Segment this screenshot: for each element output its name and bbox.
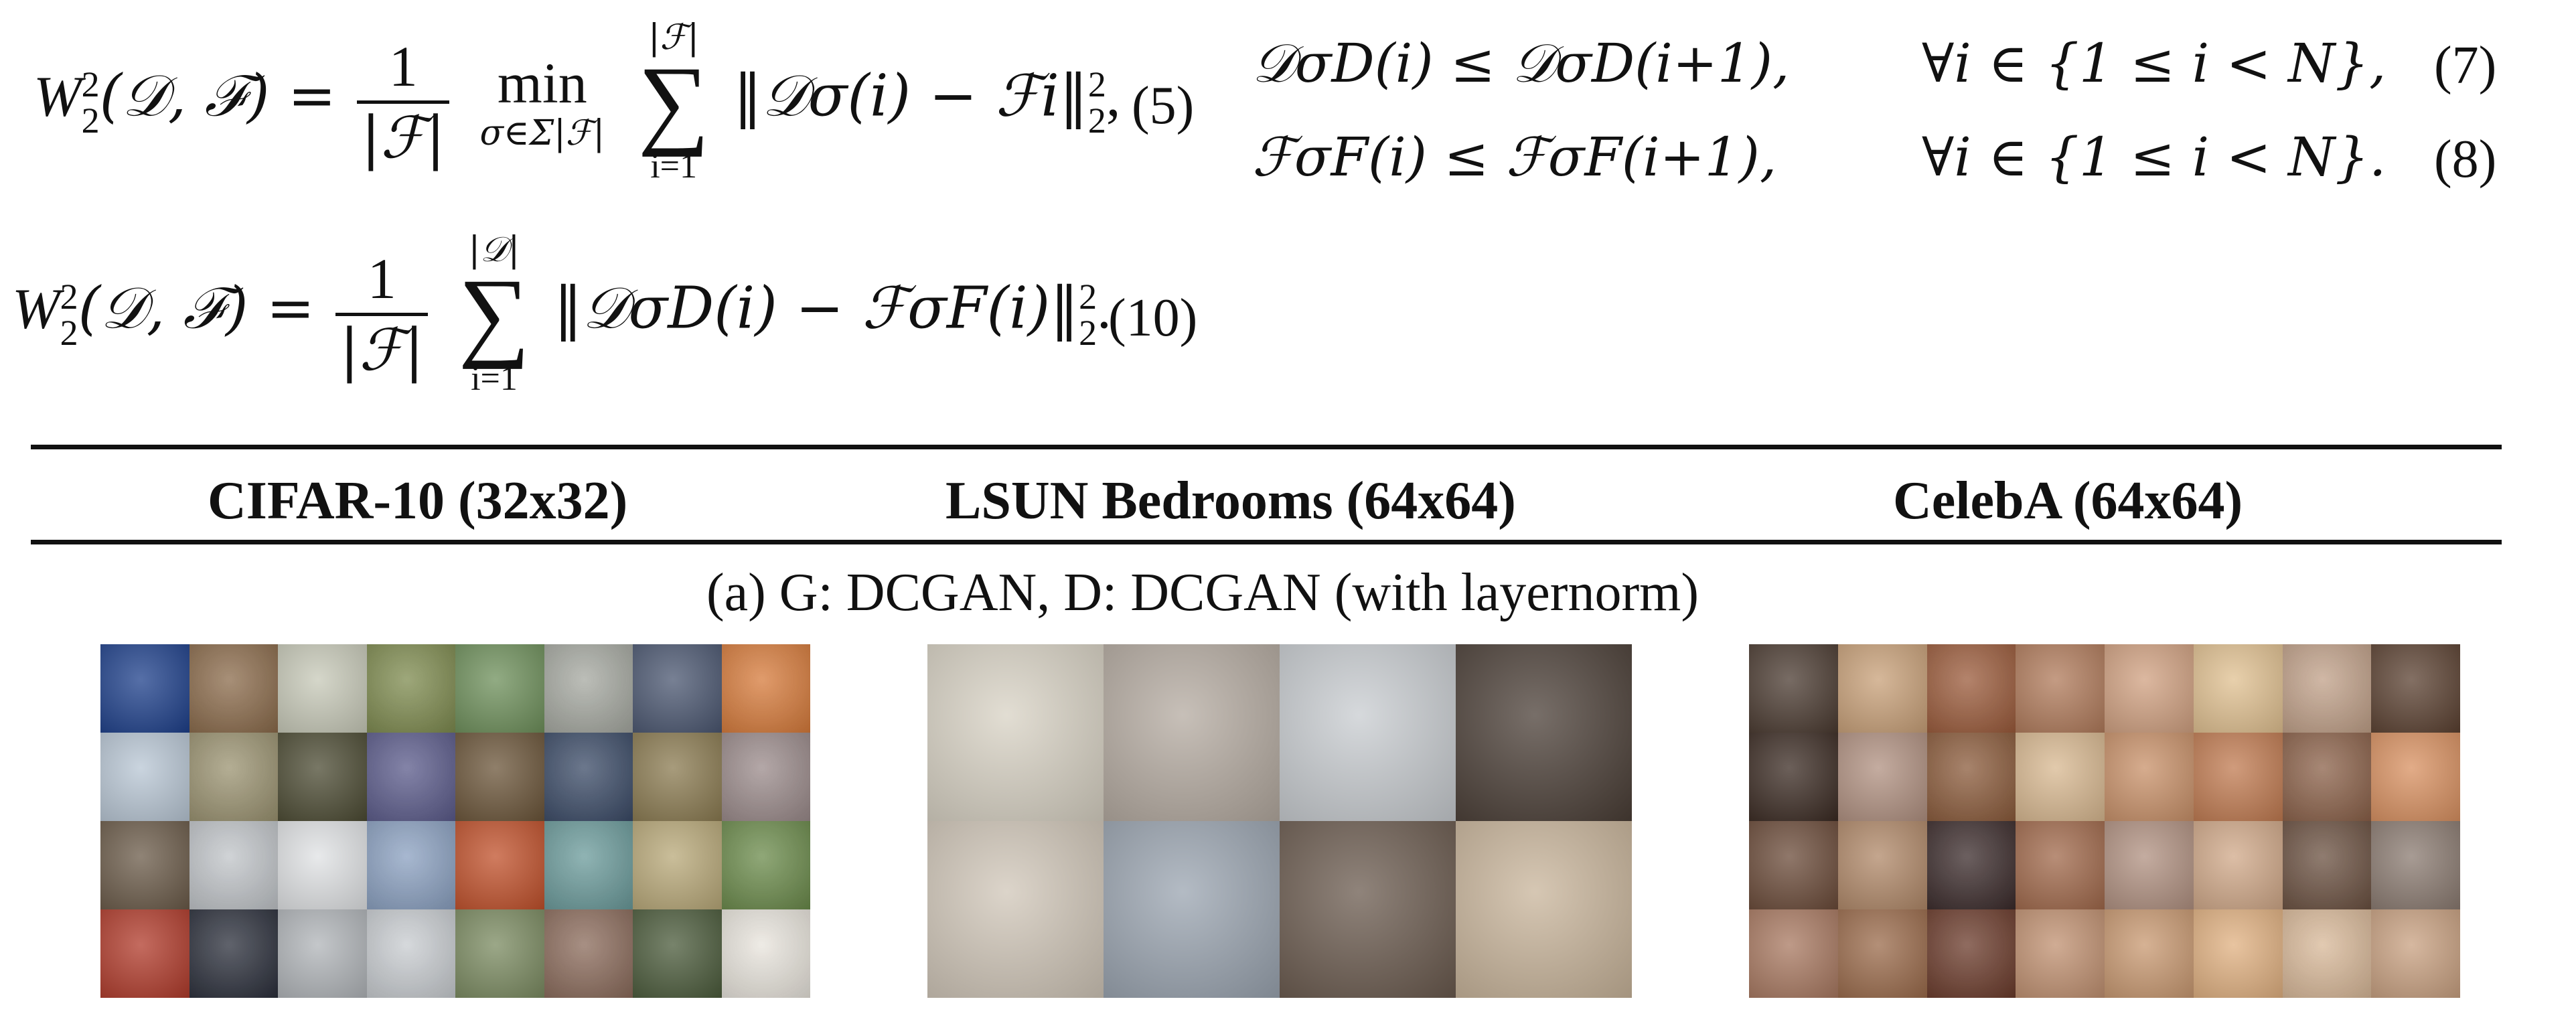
- sample-image: [2194, 909, 2283, 998]
- sample-image: [2371, 733, 2460, 821]
- sample-image: [100, 821, 190, 909]
- sample-image: [1838, 821, 1927, 909]
- sum-symbol: ∑: [637, 46, 710, 158]
- eq8-number: (8): [2434, 130, 2497, 189]
- sample-image: [2371, 821, 2460, 909]
- sample-image: [544, 733, 633, 821]
- eq5-min-label: min: [497, 50, 587, 115]
- eq5-args: (𝒟, ℱ) =: [99, 62, 336, 130]
- eq5-number: (5): [1132, 76, 1195, 135]
- eq10-sum-top: |𝒟|: [468, 230, 520, 270]
- subfigure-caption: (a) G: DCGAN, D: DCGAN (with layernorm): [706, 563, 1699, 622]
- sample-image: [927, 821, 1104, 998]
- sample-image: [1927, 644, 2016, 733]
- sample-image: [633, 909, 722, 998]
- sample-image: [1749, 644, 1838, 733]
- sample-image: [367, 821, 456, 909]
- sample-image: [1749, 733, 1838, 821]
- eq5-lhs: W: [33, 64, 82, 129]
- sample-image: [1749, 909, 1838, 998]
- eq10-lhs-sup: 2: [60, 276, 78, 317]
- eq10-sum: [458, 231, 530, 398]
- eq5-min-sub: σ∈Σ|ℱ|: [479, 113, 605, 154]
- equation-5: [33, 19, 1120, 186]
- sample-image: [722, 909, 811, 998]
- sample-image: [544, 909, 633, 998]
- sample-image: [1280, 821, 1456, 998]
- eq10-sum-bottom: i=1: [471, 360, 518, 398]
- sample-image: [190, 733, 279, 821]
- sample-image: [927, 644, 1104, 821]
- sample-image: [1927, 821, 2016, 909]
- sample-image: [2283, 733, 2372, 821]
- sample-image: [2283, 821, 2372, 909]
- eq5-sum-bottom: i=1: [650, 147, 698, 186]
- sample-image: [2194, 821, 2283, 909]
- eq5-norm-sub: 2: [1087, 100, 1106, 141]
- sample-image: [722, 733, 811, 821]
- sample-image: [2016, 733, 2105, 821]
- sample-image: [100, 644, 190, 733]
- sample-image: [455, 733, 544, 821]
- celeba-sample-grid: [1749, 644, 2460, 998]
- sample-image: [633, 821, 722, 909]
- sample-image: [1456, 821, 1632, 998]
- sample-image: [2105, 733, 2194, 821]
- sample-image: [278, 644, 367, 733]
- eq10-number: (10): [1108, 289, 1198, 348]
- eq5-body: ‖𝒟σ(i) − ℱi‖: [733, 62, 1088, 130]
- eq10-frac-num: 1: [367, 246, 396, 311]
- eq7-number: (7): [2434, 36, 2497, 95]
- sample-image: [278, 909, 367, 998]
- sample-image: [455, 909, 544, 998]
- eq10-norm-sup: 2: [1079, 276, 1097, 317]
- sample-image: [1927, 733, 2016, 821]
- sample-image: [1104, 644, 1280, 821]
- sample-image: [2105, 644, 2194, 733]
- sample-image: [1838, 733, 1927, 821]
- eq5-sum: [638, 19, 710, 186]
- sample-image: [278, 821, 367, 909]
- sample-image: [2194, 644, 2283, 733]
- sample-image: [2016, 644, 2105, 733]
- sample-image: [722, 821, 811, 909]
- eq5-trail: ,: [1106, 64, 1121, 129]
- eq5-frac-den: |ℱ|: [357, 100, 449, 167]
- eq10-frac-den: |ℱ|: [335, 313, 428, 379]
- sample-image: [1280, 644, 1456, 821]
- lsun-sample-grid: [927, 644, 1632, 998]
- sample-image: [633, 644, 722, 733]
- sample-image: [2016, 821, 2105, 909]
- eq7-condition: ∀i ∈ {1 ≤ i < N},: [1922, 32, 2386, 94]
- sample-image: [190, 821, 279, 909]
- sample-image: [1838, 909, 1927, 998]
- sample-image: [2371, 909, 2460, 998]
- sample-image: [2283, 909, 2372, 998]
- sample-image: [2194, 733, 2283, 821]
- sample-image: [367, 733, 456, 821]
- sample-image: [2105, 821, 2194, 909]
- sample-image: [2105, 909, 2194, 998]
- eq10-lhs: W: [12, 276, 60, 341]
- equation-7: 𝒟σD(i) ≤ 𝒟σD(i+1),: [1252, 32, 1790, 94]
- sample-image: [1456, 644, 1632, 821]
- sample-image: [544, 644, 633, 733]
- eq5-frac-num: 1: [388, 34, 418, 99]
- sample-image: [1749, 821, 1838, 909]
- header-cifar10: CIFAR-10 (32x32): [208, 471, 628, 530]
- eq5-sum-top: |ℱ|: [648, 17, 700, 58]
- table-header-rule: [31, 540, 2502, 544]
- eq5-norm-sup: 2: [1087, 64, 1106, 104]
- eq10-args: (𝒟, ℱ) =: [78, 275, 315, 342]
- sample-image: [2283, 644, 2372, 733]
- sample-image: [367, 644, 456, 733]
- sample-image: [722, 644, 811, 733]
- sample-image: [455, 644, 544, 733]
- eq10-fraction: [335, 246, 428, 384]
- sum-symbol: ∑: [458, 258, 530, 370]
- header-celeba: CelebA (64x64): [1893, 471, 2243, 530]
- eq5-lhs-sup: 2: [81, 64, 100, 104]
- sample-image: [278, 733, 367, 821]
- sample-image: [190, 909, 279, 998]
- sample-image: [455, 821, 544, 909]
- cifar10-sample-grid: [100, 644, 810, 998]
- eq10-body: ‖𝒟σD(i) − ℱσF(i)‖: [553, 275, 1079, 342]
- eq10-norm-sub: 2: [1079, 312, 1097, 353]
- eq10-trail: .: [1097, 276, 1112, 341]
- eq10-lhs-sub: 2: [60, 312, 78, 353]
- eq5-fraction: [357, 34, 449, 172]
- sample-image: [190, 644, 279, 733]
- sample-image: [633, 733, 722, 821]
- sample-image: [367, 909, 456, 998]
- eq5-min: [479, 52, 605, 153]
- eq8-condition: ∀i ∈ {1 ≤ i < N}.: [1922, 126, 2386, 188]
- sample-image: [2016, 909, 2105, 998]
- sample-image: [1927, 909, 2016, 998]
- sample-image: [544, 821, 633, 909]
- sample-image: [2371, 644, 2460, 733]
- eq5-lhs-sub: 2: [81, 100, 100, 141]
- equation-10: [12, 231, 1112, 398]
- equation-8: ℱσF(i) ≤ ℱσF(i+1),: [1252, 126, 1777, 188]
- sample-image: [1104, 821, 1280, 998]
- header-lsun-bedrooms: LSUN Bedrooms (64x64): [945, 471, 1516, 530]
- sample-image: [1838, 644, 1927, 733]
- table-top-rule: [31, 445, 2502, 449]
- sample-image: [100, 909, 190, 998]
- sample-image: [100, 733, 190, 821]
